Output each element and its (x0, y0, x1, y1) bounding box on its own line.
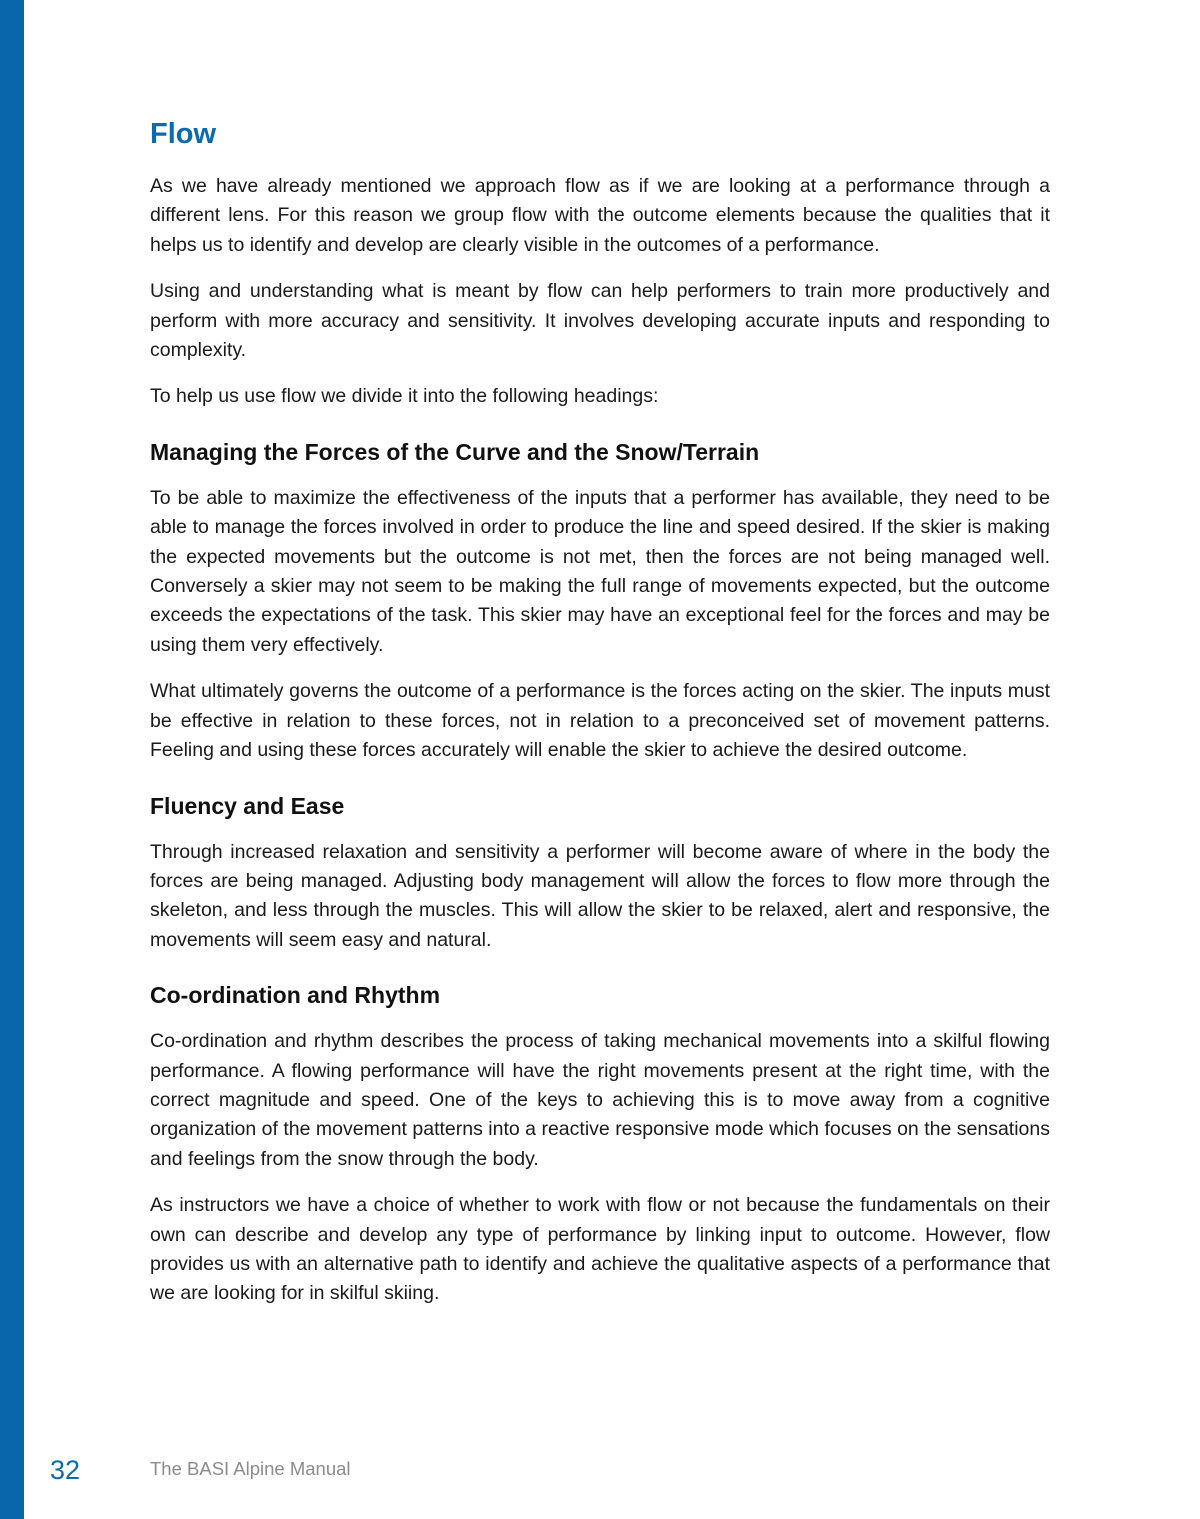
footer-book-title: The BASI Alpine Manual (150, 1458, 351, 1479)
page-content (150, 112, 1050, 1326)
section-paragraph: What ultimately governs the outcome of a performance is the forces acting on the skier. The inputs must be effective in relation to these forces, not in relation to a preconceived set of movement patterns. Feeling and using these forces accurately will enable the skier to achieve the desired outcome. (150, 680, 1050, 762)
section-heading-fluency-ease: Fluency and Ease (150, 792, 345, 819)
section-heading-managing-forces: Managing the Forces of the Curve and the Snow/Terrain (150, 438, 760, 465)
intro-paragraph: As we have already mentioned we approach flow as if we are looking at a performance through a different lens. For this reason we group flow with the outcome elements because the qualities that it helps us to identify and develop are clearly visible in the outcomes of a performance. (150, 175, 1050, 256)
page-number: 32 (50, 1455, 81, 1485)
page-title: Flow (150, 118, 217, 150)
section-paragraph: Through increased relaxation and sensitivity a performer will become aware of where in the body the forces are being managed. Adjusting body management will allow the forces to flow more through the skeleton, and less through the muscles. This will allow the skier to be relaxed, alert and responsive, the movements will seem easy and natural. (150, 840, 1050, 951)
section-paragraph: To be able to maximize the effectiveness of the inputs that a performer has available, they need to be able to manage the forces involved in order to produce the line and speed desired. If the skier is making the expected movements but the outcome is not met, then the forces are not being managed well. Conversely a skier may not seem to be making the full range of movements expected, but the outcome exceeds the expectations of the task. This skier may have an exceptional feel for the forces and may be using them very effectively. (150, 486, 1050, 656)
section-paragraph: As instructors we have a choice of whether to work with flow or not because the fundamentals on their own can describe and develop any type of performance by linking input to outcome. However, flow provides us with an alternative path to identify and achieve the qualitative aspects of a performance that we are looking for in skilful skiing. (150, 1194, 1050, 1305)
section-heading-coordination-rhythm: Co-ordination and Rhythm (150, 982, 441, 1009)
intro-paragraph: Using and understanding what is meant by flow can help performers to train more productively and perform with more accuracy and sensitivity. It involves developing accurate inputs and responding to complexity. (150, 280, 1050, 362)
section-paragraph: Co-ordination and rhythm describes the process of taking mechanical movements into a skilful flowing performance. A flowing performance will have the right movements present at the right time, with the correct magnitude and speed. One of the keys to achieving this is to move away from a cognitive organization of the movement patterns into a reactive responsive mode which focuses on the sensations and feelings from the snow through the body. (150, 1030, 1050, 1170)
intro-paragraph: To help us use flow we divide it into the following headings: (150, 385, 659, 408)
page-edge-color-bar (0, 0, 24, 1519)
